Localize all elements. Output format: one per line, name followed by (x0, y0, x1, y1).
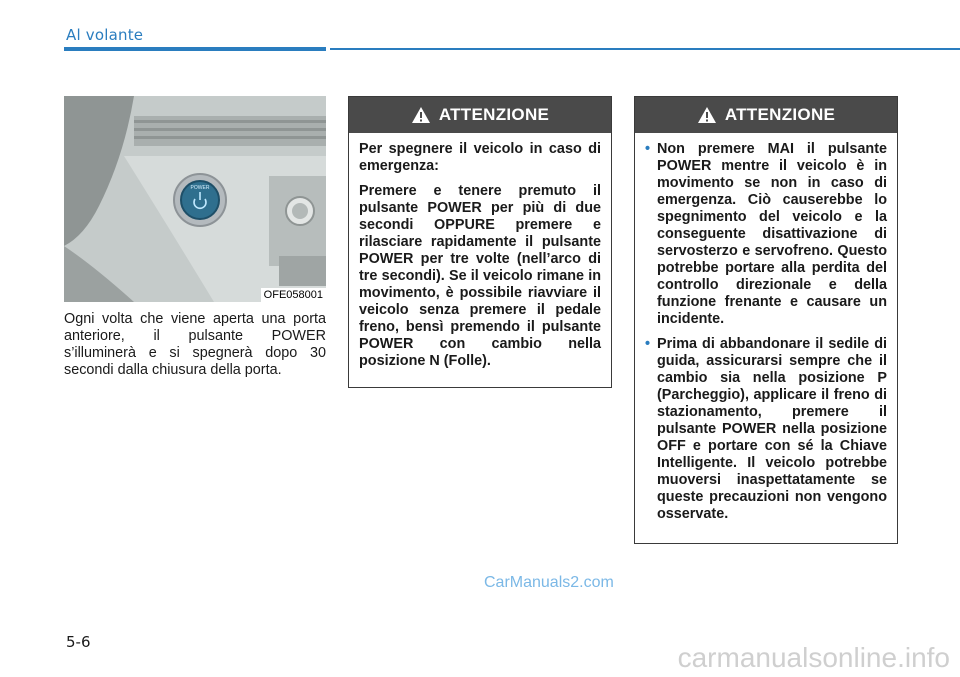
caution-list (645, 141, 887, 523)
list-item-text: Prima di abbandonare il sedile di guida, assicurarsi sempre che il cambio sia nella posizione P (Parcheggio), applicare il freno di stazionamento, premere il pulsante POWER nella posizione OFF e portare con sé la Chiave Intelligente. Il veicolo potrebbe muoversi inaspettatamente se queste precauzioni non vengono osservate. (657, 336, 887, 522)
warning-triangle-icon (697, 106, 717, 124)
list-item-text: Non premere MAI il pulsante POWER mentre il veicolo è in movimento se non in caso di emergenza. Ciò causerebbe lo spegnimento del veicolo e la conseguente disattivazione di servosterzo e servofreno. Questo potrebbe portare alla perdita del controllo direzionale e della funzione frenante e causare un incidente. (657, 141, 887, 327)
caution-box-power (634, 96, 898, 544)
caution-paragraph: Premere e tenere premuto il pulsante POWER per più di due secondi OPPURE premere e rilasciare rapidamente il pulsante POWER per tre volte (nell’arco di tre secondi). Se il veicolo rimane in movimento, è possibile riavviare il veicolo senza premere il pedale freno, bensì premendo il pulsante POWER con cambio nella posizione N (Folle). (359, 183, 601, 369)
page-number: 5-6 (66, 633, 91, 651)
figure-code: OFE058001 (261, 288, 326, 302)
power-button-photo (64, 96, 326, 302)
caution-paragraph: Per spegnere il veicolo in caso di emergenza: (359, 141, 601, 174)
header-rule-thin (330, 48, 960, 50)
caution-title: ATTENZIONE (438, 105, 550, 124)
body-paragraph: Ogni volta che viene aperta una porta anteriore, il pulsante POWER s’illuminerà e si spegnerà dopo 30 secondi dalla chiusura della porta. (64, 311, 326, 378)
bullet-icon: • (645, 141, 651, 157)
header-rule-thick (64, 47, 326, 51)
watermark-link[interactable]: CarManuals2.com (484, 574, 614, 591)
list-item (645, 336, 887, 523)
watermark-footer: carmanualsonline.info (677, 642, 950, 673)
caution-header (635, 97, 897, 133)
caution-header (349, 97, 611, 133)
warning-triangle-icon (411, 106, 431, 124)
list-item (645, 141, 887, 328)
caution-box-emergency (348, 96, 612, 388)
caution-title: ATTENZIONE (724, 105, 836, 124)
bullet-icon: • (645, 336, 651, 352)
power-button-label: POWER (190, 185, 210, 191)
section-title: Al volante (66, 26, 144, 44)
dashboard-illustration (64, 96, 326, 302)
